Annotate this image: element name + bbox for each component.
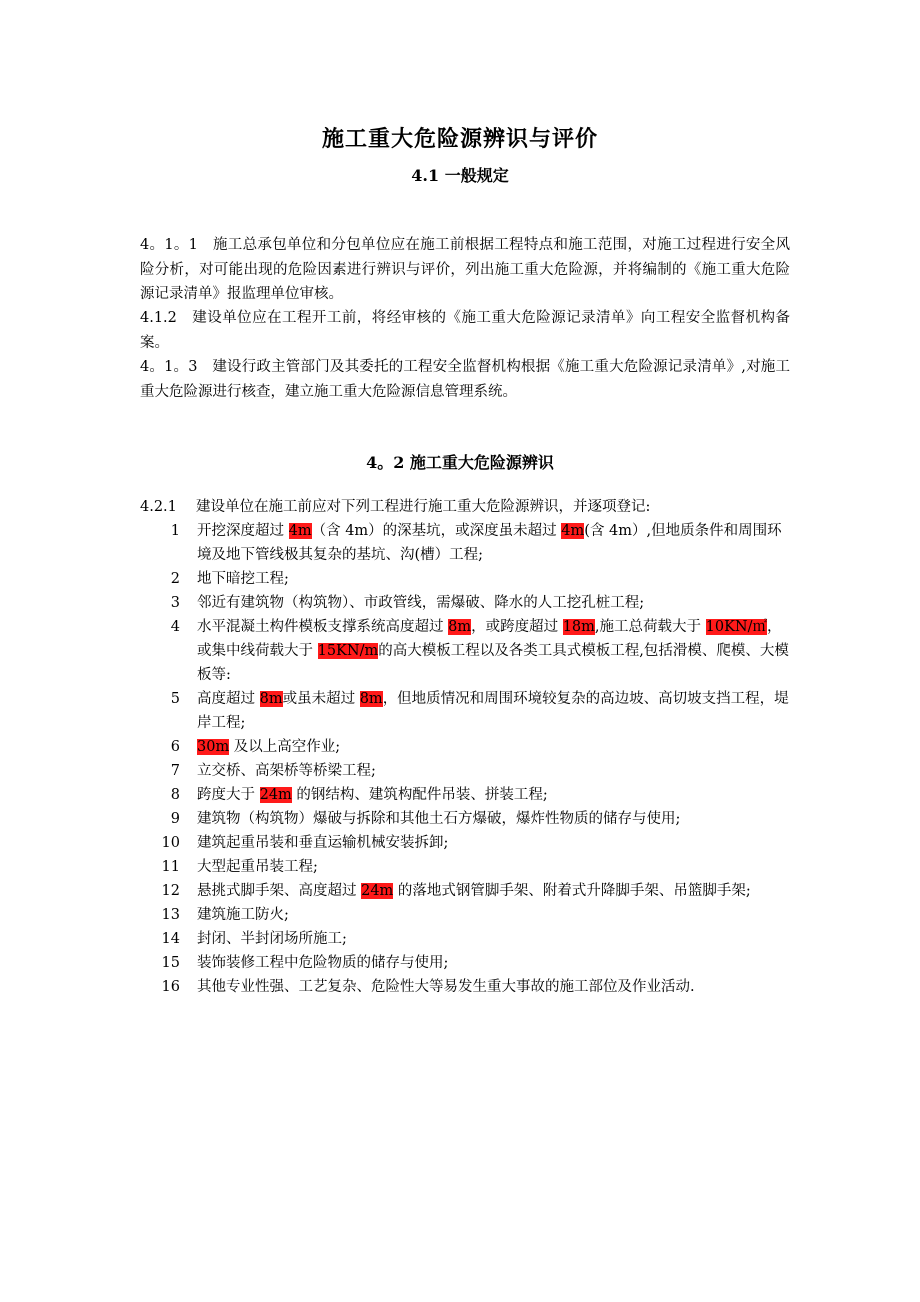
- list-item: [140, 879, 790, 903]
- list-item-text: 建筑起重吊装和垂直运输机械安装拆卸;: [197, 835, 449, 851]
- paragraph-4-1-1: 4。1。1 施工总承包单位和分包单位应在施工前根据工程特点和施工范围，对施工过程进行安全风险分析，对可能出现的危险因素进行辨识与评价，列出施工重大危险源，并将编制的《施工重大危险源记录清单》报监理单位审核。: [140, 237, 790, 302]
- document-title: 施工重大危险源辨识与评价: [321, 126, 598, 152]
- list-item-number: 2: [170, 571, 180, 587]
- list-item-text: ，或集中线荷载大于: [197, 619, 782, 659]
- paragraph-4-1-2: 4.1.2 建设单位应在工程开工前，将经审核的《施工重大危险源记录清单》向工程安全监督机构备案。: [140, 310, 790, 351]
- list-item-number: 8: [170, 787, 180, 803]
- list-item: [140, 567, 790, 591]
- list-item-number: 3: [170, 595, 180, 611]
- list-item-number: 12: [161, 883, 180, 899]
- highlighted-value: 8m: [359, 691, 383, 707]
- list-item-number: 4: [170, 619, 180, 635]
- list-item-number: 7: [170, 763, 180, 779]
- list-item-number: 5: [170, 691, 180, 707]
- list-item-text: (含 4m）,但地质条件和周围环境及地下管线极其复杂的基坑、沟(槽）工程;: [197, 523, 782, 563]
- list-item: [140, 519, 790, 567]
- highlighted-value: 4m: [288, 523, 312, 539]
- highlighted-value: 10KN/㎡: [705, 619, 767, 635]
- list-item-text: ，但地质情况和周围环境较复杂的高边坡、高切坡支挡工程，堤岸工程;: [197, 691, 789, 731]
- paragraph-4-1-3: 4。1。3 建设行政主管部门及其委托的工程安全监督机构根据《施工重大危险源记录清单》,对施工重大危险源进行核查，建立施工重大危险源信息管理系统。: [140, 359, 791, 400]
- list-item-number: 10: [161, 835, 180, 851]
- list-item: [140, 687, 790, 735]
- list-item-text: （含 4m）的深基坑，或深度虽未超过: [311, 523, 562, 539]
- list-item: [140, 615, 790, 687]
- highlighted-value: 8m: [259, 691, 283, 707]
- list-item-text: 装饰装修工程中危险物质的储存与使用;: [197, 955, 449, 971]
- list-item-number: 13: [161, 907, 180, 923]
- list-item: [140, 591, 790, 615]
- list-item-text: 的高大模板工程以及各类工具式模板工程,包括滑模、爬模、大模板等:: [197, 643, 789, 683]
- list-item-number: 11: [161, 859, 180, 875]
- list-item-text: 地下暗挖工程;: [197, 571, 289, 587]
- list-item: [140, 903, 790, 927]
- list-item-text: 或虽未超过: [282, 691, 360, 707]
- list-item-text: 邻近有建筑物（构筑物）、市政管线，需爆破、降水的人工挖孔桩工程;: [197, 595, 645, 611]
- list-item-text: 及以上高空作业;: [229, 739, 341, 755]
- highlighted-value: 24m: [259, 787, 292, 803]
- list-item-text: 建筑施工防火;: [197, 907, 289, 923]
- list-item-number: 16: [161, 979, 180, 995]
- list-item-text: 建筑物（构筑物）爆破与拆除和其他土石方爆破，爆炸性物质的储存与使用;: [197, 811, 681, 827]
- list-item: [140, 783, 790, 807]
- highlighted-value: 4m: [561, 523, 585, 539]
- highlighted-value: 8m: [448, 619, 472, 635]
- section-heading-4-2: 4。2 施工重大危险源辨识: [366, 453, 554, 472]
- list-item-text: 高度超过: [197, 691, 260, 707]
- list-item: [140, 831, 790, 855]
- list-item-number: 9: [170, 811, 180, 827]
- list-item-text: 开挖深度超过: [197, 523, 289, 539]
- list-item-text: 立交桥、高架桥等桥梁工程;: [197, 763, 376, 779]
- list-item-text: 的钢结构、建筑构配件吊装、拼装工程;: [291, 787, 548, 803]
- list-item-text: 跨度大于: [197, 787, 260, 803]
- list-item: [140, 807, 790, 831]
- list-item: [140, 975, 790, 999]
- list-item: [140, 735, 790, 759]
- highlighted-value: 18m: [562, 619, 595, 635]
- highlighted-value: 30m: [197, 739, 230, 755]
- list-item-number: 14: [161, 931, 180, 947]
- section-heading-4-1: 4.1 一般规定: [411, 166, 509, 185]
- list-item-number: 6: [170, 739, 180, 755]
- list-item-text: 悬挑式脚手架、高度超过: [197, 883, 362, 899]
- list-item: [140, 759, 790, 783]
- highlighted-value: 24m: [361, 883, 394, 899]
- list-item: [140, 855, 790, 879]
- list-item-text: 大型起重吊装工程;: [197, 859, 318, 875]
- highlighted-value: 15KN/m: [317, 643, 379, 659]
- list-item-text: ，或跨度超过: [471, 619, 563, 635]
- intro-4-2-1: 4.2.1 建设单位在施工前应对下列工程进行施工重大危险源辨识，并逐项登记:: [140, 499, 651, 515]
- list-item-number: 1: [170, 523, 180, 539]
- list-item: [140, 951, 790, 975]
- hazard-list: [140, 519, 790, 999]
- list-item-text: 水平混凝土构件模板支撑系统高度超过: [197, 619, 449, 635]
- list-item: [140, 927, 790, 951]
- list-item-text: 其他专业性强、工艺复杂、危险性大等易发生重大事故的施工部位及作业活动.: [197, 979, 695, 995]
- list-item-text: ,施工总荷载大于: [594, 619, 706, 635]
- list-item-text: 封闭、半封闭场所施工;: [197, 931, 347, 947]
- list-item-number: 15: [161, 955, 180, 971]
- list-item-text: 的落地式钢管脚手架、附着式升降脚手架、吊篮脚手架;: [393, 883, 751, 899]
